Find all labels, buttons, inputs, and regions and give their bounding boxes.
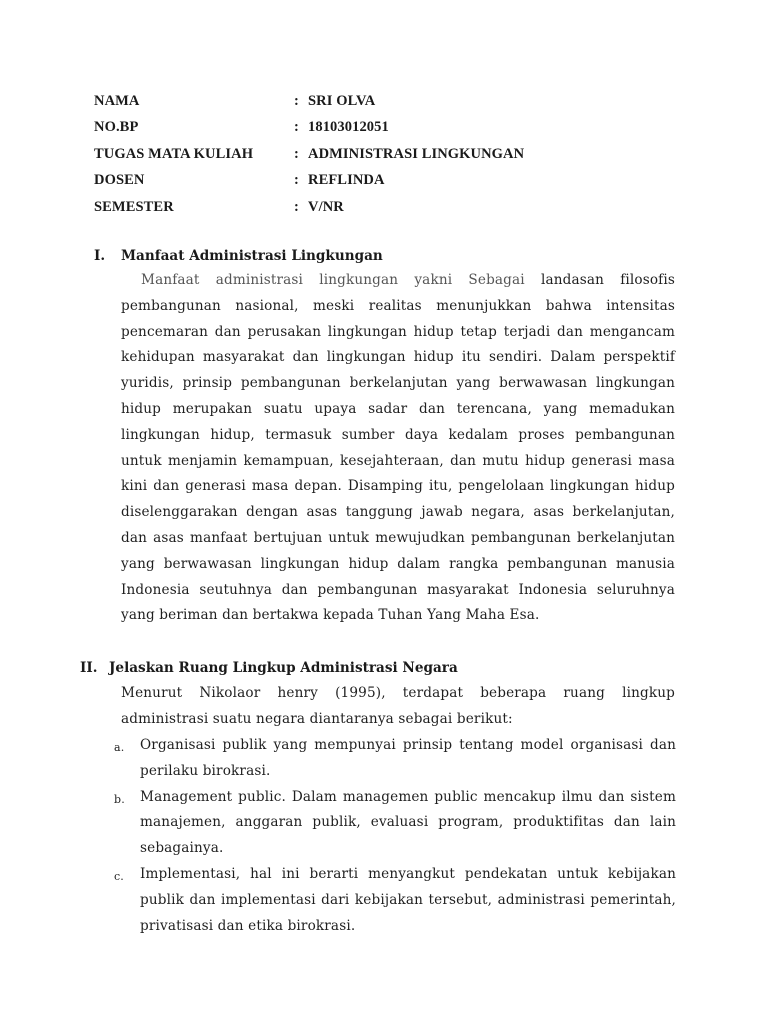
section-2-heading (80, 655, 660, 681)
intro-text: Menurut Nikolaor henry (1995), terdapat beberapa ruang lingkup administrasi suatu negara diantaranya sebagai berikut: (121, 685, 675, 727)
section-2-intro (121, 681, 675, 733)
student-info-header (94, 88, 694, 221)
section-number: I. (94, 248, 106, 264)
info-row-nobp (94, 115, 694, 142)
section-1-heading (94, 243, 674, 269)
info-label: NAMA (94, 92, 140, 109)
section-title: Manfaat Administrasi Lingkungan (121, 248, 383, 264)
info-colon: : (294, 145, 299, 162)
info-value: 18103012051 (308, 119, 389, 136)
info-label: NO.BP (94, 119, 139, 136)
info-row-tugas (94, 141, 694, 168)
list-item-text: Organisasi publik yang mempunyai prinsip tentang model organisasi dan perilaku birokrasi. (140, 737, 676, 779)
list-item (114, 862, 676, 939)
paragraph-body: landasan filosofis pembangunan nasional, meski realitas menunjukkan bahwa intensitas pencemaran dan perusakan lingkungan hidup tetap terjadi dan mengancam kehidupan masyarakat dan lingkungan hidup itu sendiri. Dalam perspektif yuridis, prinsip pembangunan berkelanjutan yang berwawasan lingkungan hidup merupakan suatu upaya sadar dan terencana, yang memadukan lingkungan hidup, termasuk sumber daya kedalam proses pembangunan untuk menjamin kemampuan, kesejahteraan, dan mutu hidup generasi masa kini dan generasi masa depan. Disamping itu, pengelolaan lingkungan hidup diselenggarakan dengan asas tanggung jawab negara, asas berkelanjutan, dan asas manfaat bertujuan untuk mewujudkan pembangunan berkelanjutan yang berwawasan lingkungan hidup dalam rangka pembangunan manusia Indonesia seutuhnya dan pembangunan masyarakat Indonesia seluruhnya yang beriman dan bertakwa kepada Tuhan Yang Maha Esa. (121, 272, 675, 624)
list-marker: a. (114, 741, 125, 754)
list-item-text: Management public. Dalam managemen public mencakup ilmu dan sistem manajemen, anggaran publik, evaluasi program, produktifitas dan lain sebagainya. (140, 788, 676, 857)
list-item-text: Implementasi, hal ini berarti menyangkut pendekatan untuk kebijakan publik dan implementasi dari kebijakan tersebut, administrasi pemerintah, privatisasi dan etika birokrasi. (140, 865, 676, 934)
list-marker: b. (114, 792, 125, 806)
info-value: V/NR (308, 198, 344, 215)
paragraph-lead: Manfaat administrasi lingkungan yakni Sebagai (141, 272, 525, 288)
section-title: Jelaskan Ruang Lingkup Administrasi Negara (109, 660, 458, 676)
info-value: SRI OLVA (308, 92, 376, 109)
info-colon: : (294, 172, 299, 189)
info-colon: : (294, 198, 299, 215)
info-row-nama (94, 88, 694, 115)
list-marker: c. (114, 869, 124, 883)
info-label: DOSEN (94, 172, 145, 189)
list-item (114, 733, 676, 785)
section-1-paragraph (121, 268, 675, 629)
info-colon: : (294, 119, 299, 136)
info-row-dosen (94, 168, 694, 195)
info-row-semester (94, 194, 694, 221)
info-colon: : (294, 92, 299, 109)
info-value: ADMINISTRASI LINGKUNGAN (308, 145, 525, 162)
list-item (114, 785, 676, 862)
section-number: II. (80, 660, 98, 676)
info-label: TUGAS MATA KULIAH (94, 145, 254, 162)
scope-list (114, 733, 676, 939)
info-label: SEMESTER (94, 198, 174, 215)
info-value: REFLINDA (308, 172, 385, 189)
